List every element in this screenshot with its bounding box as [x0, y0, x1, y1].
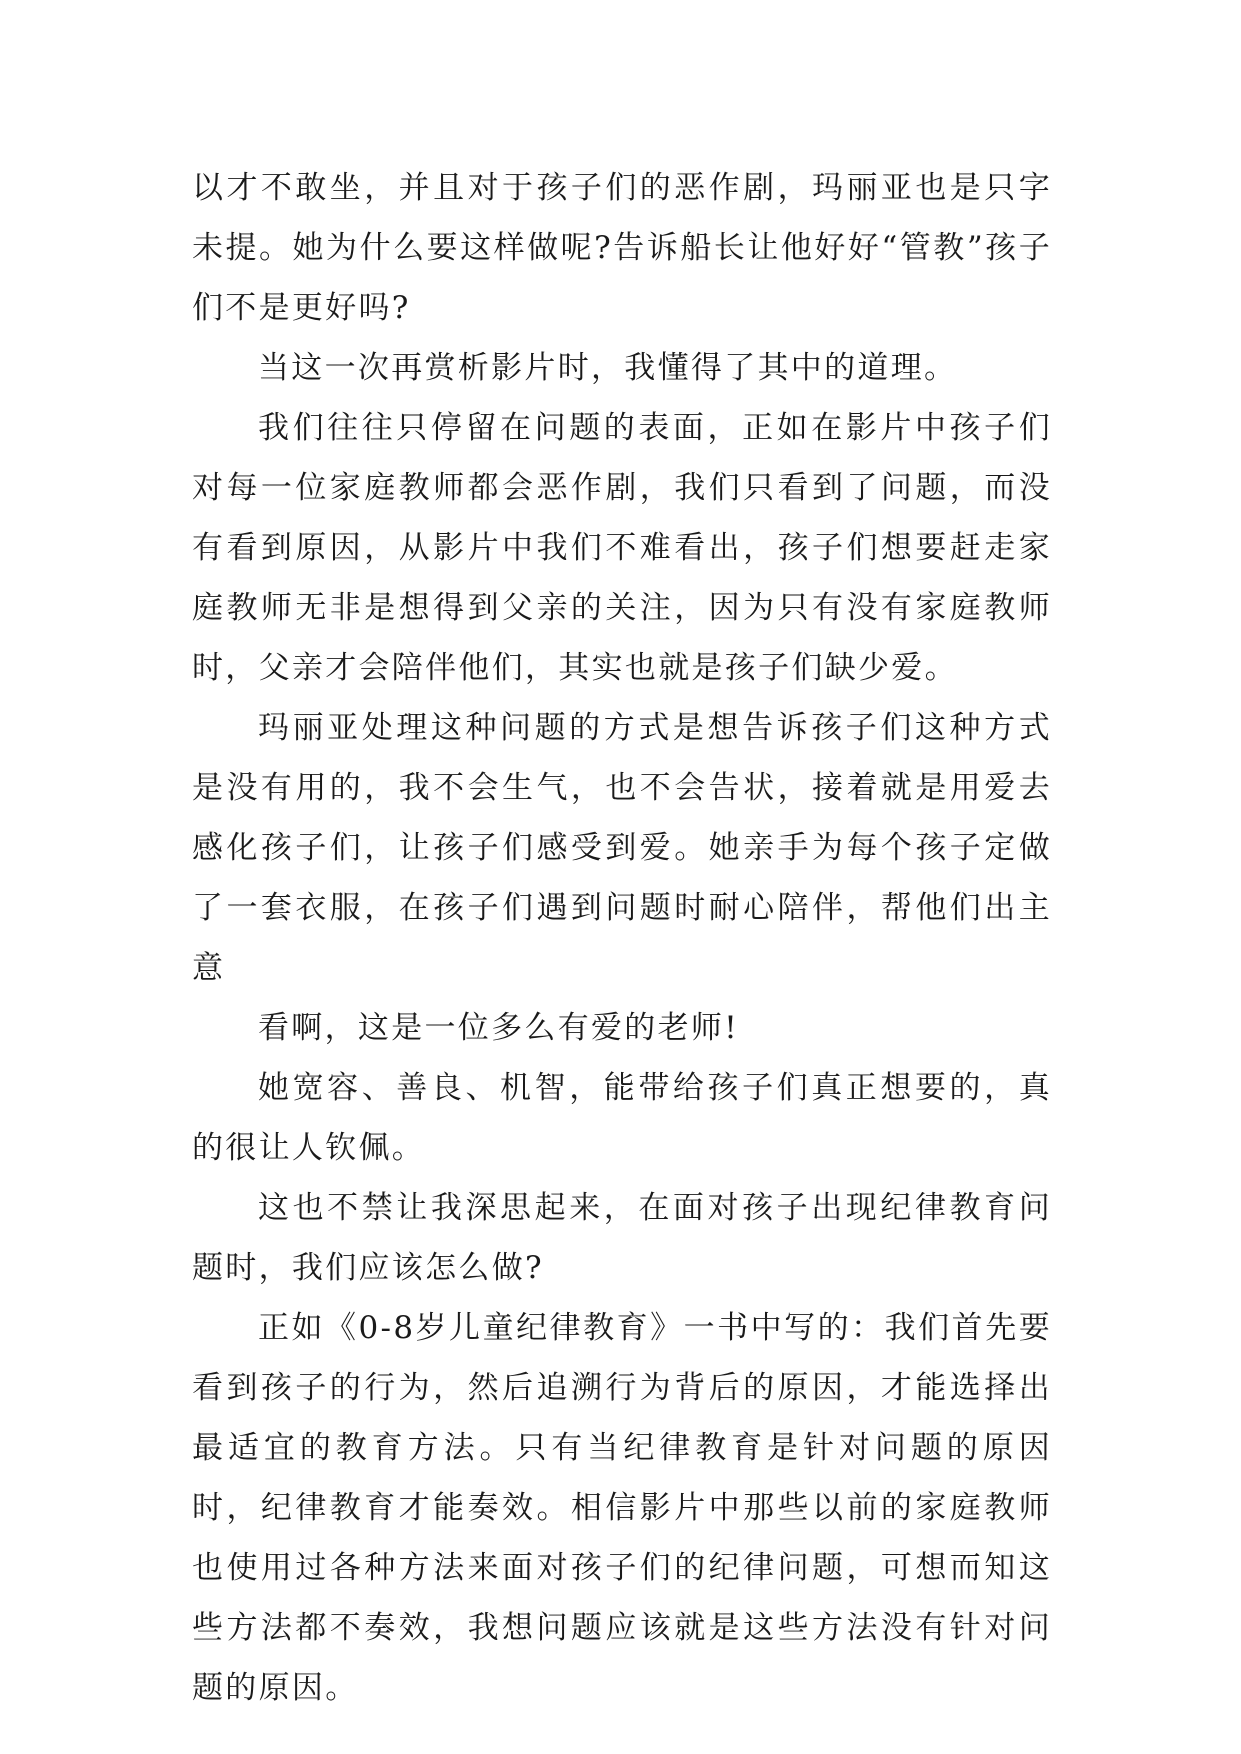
paragraph-3: 我们往往只停留在问题的表面，正如在影片中孩子们对每一位家庭教师都会恶作剧，我们只看到了问题，而没有看到原因，从影片中我们不难看出，孩子们想要赶走家庭教师无非是想得到父亲的关注，因为只有没有家庭教师时，父亲才会陪伴他们，其实也就是孩子们缺少爱。 — [192, 410, 1052, 686]
paragraph-5: 看啊，这是一位多么有爱的老师! — [258, 1010, 739, 1046]
paragraph-2: 当这一次再赏析影片时，我懂得了其中的道理。 — [258, 350, 958, 386]
paragraph-7: 这也不禁让我深思起来，在面对孩子出现纪律教育问题时，我们应该怎么做? — [192, 1190, 1052, 1286]
document-page — [192, 158, 1052, 1718]
paragraph-8: 正如《0-8岁儿童纪律教育》一书中写的：我们首先要看到孩子的行为，然后追溯行为背后的原因，才能选择出最适宜的教育方法。只有当纪律教育是针对问题的原因时，纪律教育才能奏效。相信影片中那些以前的家庭教师也使用过各种方法来面对孩子们的纪律问题，可想而知这些方法都不奏效，我想问题应该就是这些方法没有针对问题的原因。 — [192, 1310, 1052, 1706]
paragraph-4: 玛丽亚处理这种问题的方式是想告诉孩子们这种方式是没有用的，我不会生气，也不会告状，接着就是用爱去感化孩子们，让孩子们感受到爱。她亲手为每个孩子定做了一套衣服，在孩子们遇到问题时耐心陪伴，帮他们出主意 — [192, 710, 1052, 986]
paragraph-6: 她宽容、善良、机智，能带给孩子们真正想要的，真的很让人钦佩。 — [192, 1070, 1052, 1166]
paragraph-1: 以才不敢坐，并且对于孩子们的恶作剧，玛丽亚也是只字未提。她为什么要这样做呢?告诉船长让他好好“管教”孩子们不是更好吗? — [192, 170, 1052, 326]
